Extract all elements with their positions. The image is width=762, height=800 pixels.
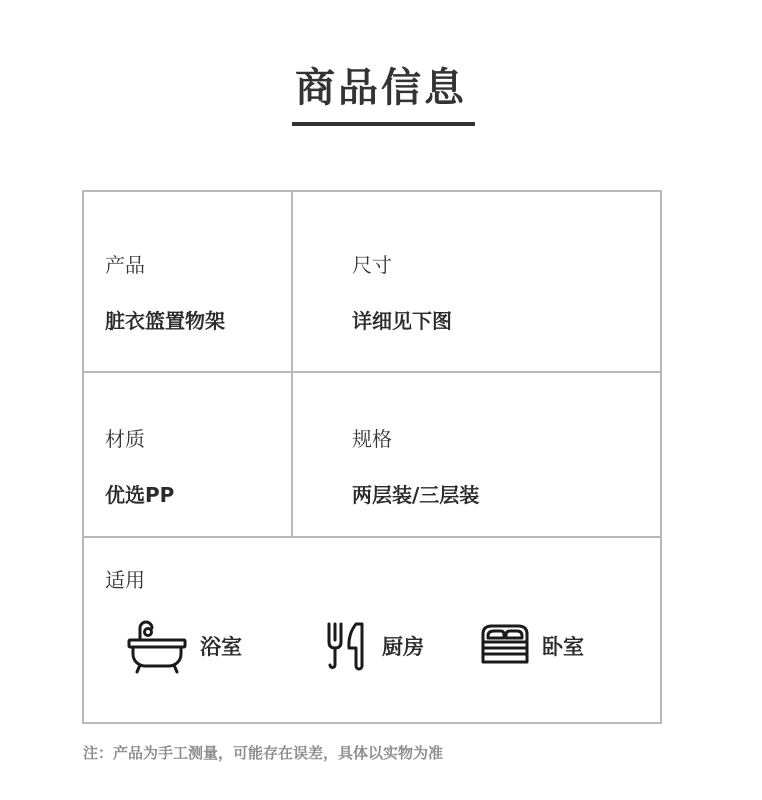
usage-label: 适用 [105, 568, 145, 592]
size-label: 尺寸 [352, 253, 392, 277]
utensils-icon [326, 618, 370, 674]
spec-value: 两层装/三层装 [352, 483, 480, 507]
product-label: 产品 [105, 253, 145, 277]
spec-label: 规格 [352, 427, 392, 451]
usage-item-bathroom [126, 618, 242, 674]
product-info-table [82, 190, 662, 724]
usage-item-bedroom [480, 618, 584, 674]
page-title: 商品信息 [295, 65, 467, 111]
size-value: 详细见下图 [352, 309, 452, 333]
column-divider [291, 192, 293, 538]
usage-item-label: 卧室 [542, 635, 584, 659]
material-value: 优选PP [105, 483, 175, 507]
material-label: 材质 [105, 427, 145, 451]
usage-item-label: 浴室 [200, 635, 242, 659]
footer-note: 注：产品为手工测量，可能存在误差，具体以实物为准 [83, 744, 444, 762]
row-divider [84, 536, 660, 538]
bathtub-icon [126, 618, 188, 674]
product-value: 脏衣篮置物架 [105, 309, 225, 333]
row-divider [84, 371, 660, 373]
usage-item-kitchen [326, 618, 424, 674]
usage-item-label: 厨房 [382, 635, 424, 659]
title-underline [292, 122, 475, 126]
bed-icon [480, 618, 530, 674]
